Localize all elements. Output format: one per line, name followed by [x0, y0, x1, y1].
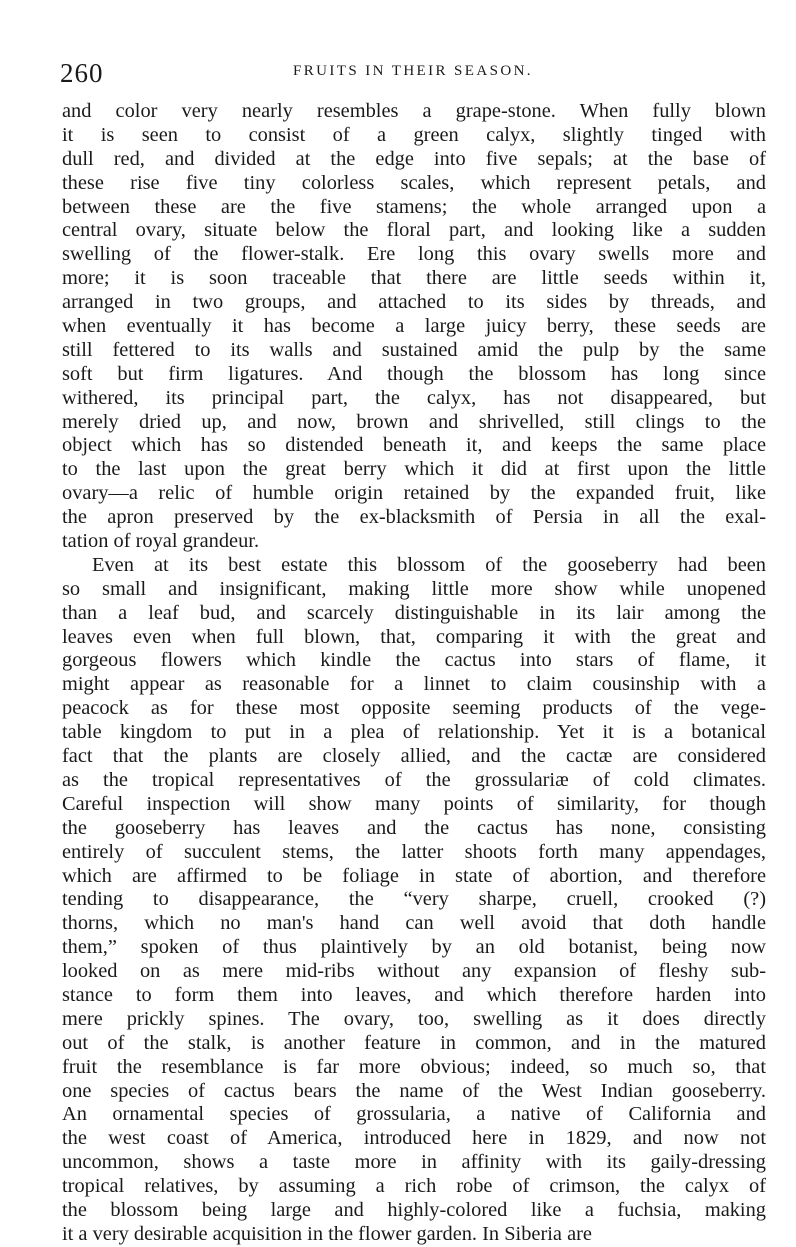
text-line: and color very nearly resembles a grape-stone. When fully blown	[62, 100, 766, 122]
text-line: the apron preserved by the ex-blacksmith of Persia in all the exal-	[62, 506, 766, 529]
text-line: merely dried up, and now, brown and shrivelled, still clings to the	[62, 410, 766, 433]
text-line: entirely of succulent stems, the latter shoots forth many appendages,	[62, 840, 766, 863]
text-line: gorgeous flowers which kindle the cactus into stars of flame, it	[62, 649, 766, 672]
body-text	[62, 100, 766, 1247]
text-line: fact that the plants are closely allied, and the cactæ are considered	[62, 745, 766, 768]
text-line: tropical relatives, by assuming a rich robe of crimson, the calyx of	[62, 1175, 766, 1198]
text-line: tation of royal grandeur.	[62, 530, 260, 553]
text-line: them,” spoken of thus plaintively by an old botanist, being now	[62, 936, 766, 959]
paragraph	[62, 100, 766, 554]
text-line: it is seen to consist of a green calyx, slightly tinged with	[62, 123, 766, 146]
text-line: arranged in two groups, and attached to its sides by threads, and	[62, 291, 766, 314]
text-line: peacock as for these most opposite seeming products of the vege-	[62, 697, 766, 720]
paragraph	[62, 554, 766, 1247]
text-line: one species of cactus bears the name of the West Indian gooseberry.	[62, 1079, 766, 1102]
text-line: stance to form them into leaves, and which therefore harden into	[62, 983, 766, 1006]
text-line: the gooseberry has leaves and the cactus has none, consisting	[62, 816, 766, 839]
text-line: thorns, which no man's hand can well avoid that doth handle	[62, 912, 766, 935]
text-line: soft but firm ligatures. And though the blossom has long since	[62, 362, 766, 385]
text-line: Careful inspection will show many points of similarity, for though	[62, 792, 766, 815]
page-header	[60, 58, 766, 88]
text-line: still fettered to its walls and sustained amid the pulp by the same	[62, 338, 766, 361]
text-line: so small and insignificant, making little more show while unopened	[62, 577, 766, 600]
text-line: uncommon, shows a taste more in affinity with its gaily-dressing	[62, 1151, 766, 1174]
text-line: mere prickly spines. The ovary, too, swelling as it does directly	[62, 1007, 766, 1030]
text-line: object which has so distended beneath it, and keeps the same place	[62, 434, 766, 457]
text-line: these rise five tiny colorless scales, which represent petals, and	[62, 171, 766, 194]
text-line: withered, its principal part, the calyx, has not disappeared, but	[62, 386, 766, 409]
text-line: looked on as mere mid-ribs without any expansion of fleshy sub-	[62, 960, 766, 983]
text-line: central ovary, situate below the floral part, and looking like a sudden	[62, 219, 766, 242]
text-line: Even at its best estate this blossom of the gooseberry had been	[92, 553, 766, 576]
text-line: fruit the resemblance is far more obvious; indeed, so much so, that	[62, 1055, 766, 1078]
text-line: tending to disappearance, the “very sharpe, cruell, crooked (?)	[62, 888, 766, 911]
text-line: between these are the five stamens; the whole arranged upon a	[62, 195, 766, 218]
running-title: FRUITS IN THEIR SEASON.	[293, 63, 533, 79]
text-line: which are affirmed to be foliage in state of abortion, and therefore	[62, 864, 766, 887]
text-line: leaves even when full blown, that, comparing it with the great and	[62, 625, 766, 648]
page-number: 260	[60, 58, 104, 88]
text-line: might appear as reasonable for a linnet to claim cousinship with a	[62, 673, 766, 696]
text-line: ovary—a relic of humble origin retained by the expanded fruit, like	[62, 482, 766, 505]
text-line: the blossom being large and highly-colored like a fuchsia, making	[62, 1198, 766, 1221]
text-line: out of the stalk, is another feature in common, and in the matured	[62, 1031, 766, 1054]
text-line: the west coast of America, introduced here in 1829, and now not	[62, 1127, 766, 1150]
text-line: when eventually it has become a large juicy berry, these seeds are	[62, 315, 766, 338]
text-line: table kingdom to put in a plea of relationship. Yet it is a botanical	[62, 721, 766, 744]
text-line: than a leaf bud, and scarcely distinguishable in its lair among the	[62, 601, 766, 624]
text-line: as the tropical representatives of the grossulariæ of cold climates.	[62, 768, 766, 791]
text-line: swelling of the flower-stalk. Ere long this ovary swells more and	[62, 243, 766, 266]
text-line: to the last upon the great berry which it did at first upon the little	[62, 458, 766, 481]
text-line: it a very desirable acquisition in the flower garden. In Siberia are	[62, 1222, 592, 1245]
text-line: dull red, and divided at the edge into five sepals; at the base of	[62, 147, 766, 170]
text-line: more; it is soon traceable that there are little seeds within it,	[62, 267, 766, 290]
text-line: An ornamental species of grossularia, a native of California and	[62, 1103, 766, 1126]
